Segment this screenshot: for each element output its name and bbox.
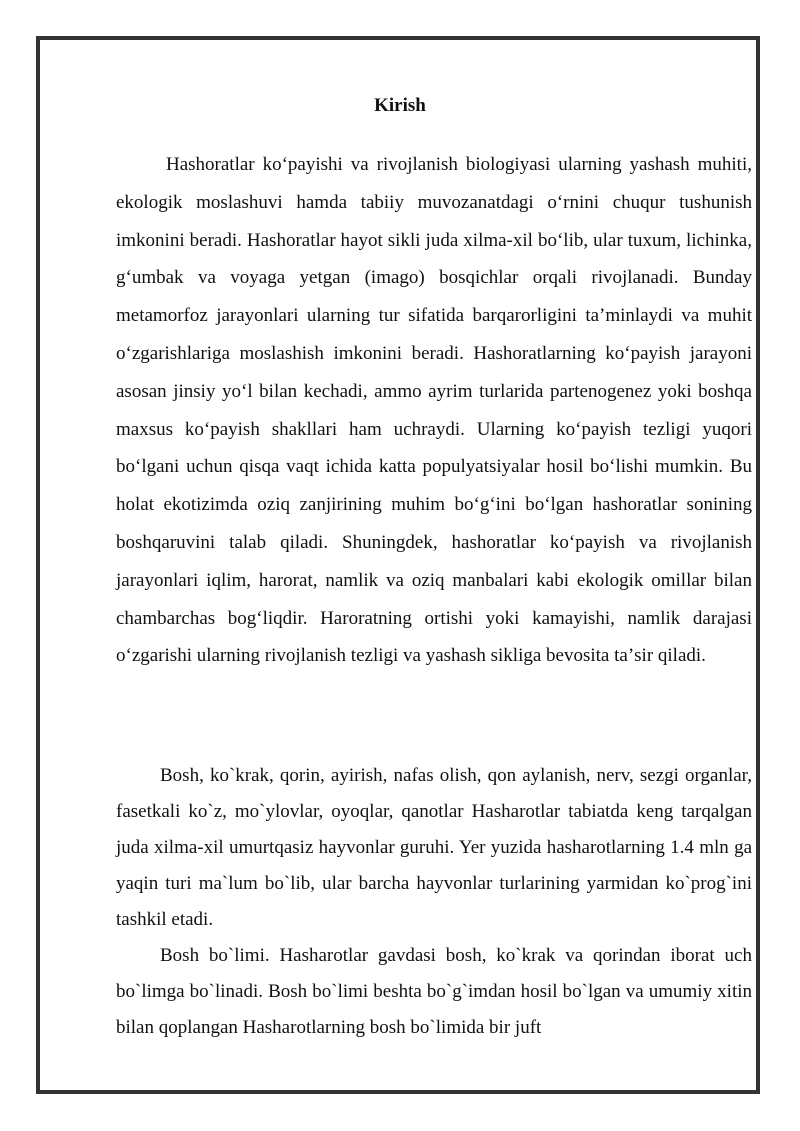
paragraph-overview: Bosh, ko`krak, qorin, ayirish, nafas olish, qon aylanish, nerv, sezgi organlar, fasetkali ko`z, mo`ylovlar, oyoqlar, qanotlar Hasharotlar tabiatda keng tarqalgan juda xilma-xil umurtqasiz hayvonlar guruhi. Yer yuzida hasharotlarning 1.4 mln ga yaqin turi ma`lum bo`lib, ular barcha hayvonlar turlarining yarmidan ko`prog`ini tashkil etadi. xyxy=(116,765,752,930)
paragraph-head-section: Bosh bo`limi. Hasharotlar gavdasi bosh, ko`krak va qorindan iborat uch bo`limga bo`linadi. Bosh bo`limi beshta bo`g`imdan hosil bo`lgan va umumiy xitin bilan qoplangan Hasharotlarning bosh bo`limida bir juft xyxy=(116,945,752,1038)
page-title: Kirish xyxy=(374,95,426,116)
paragraph-introduction: Hashoratlar koʻpayishi va rivojlanish biologiyasi ularning yashash muhiti, ekologik moslashuvi hamda tabiiy muvozanatdagi oʻrnini chuqur tushunish imkonini beradi. Hashoratlar hayot sikli juda xilma-xil boʻlib, ular tuxum, lichinka, gʻumbak va voyaga yetgan (imago) bosqichlar orqali rivojlanadi. Bunday metamorfoz jarayonlari ularning tur sifatida barqarorligini taʼminlaydi va muhit oʻzgarishlariga moslashish imkonini beradi. Hashoratlarning koʻpayish jarayoni asosan jinsiy yoʻl bilan kechadi, ammo ayrim turlarida partenogenez yoki boshqa maxsus koʻpayish shakllari ham uchraydi. Ularning koʻpayish tezligi yuqori boʻlgani uchun qisqa vaqt ichida katta populyatsiyalar hosil boʻlishi mumkin. Bu holat ekotizimda oziq zanjirining muhim boʻgʻini boʻlgan hashoratlar sonining boshqaruvini talab qiladi. Shuningdek, hashoratlar koʻpayish va rivojlanish jarayonlari iqlim, harorat, namlik va oziq manbalari kabi ekologik omillar bilan chambarchas bogʻliqdir. Haroratning ortishi yoki kamayishi, namlik darajasi oʻzgarishi ularning rivojlanish tezligi va yashash sikliga bevosita taʼsir qiladi. xyxy=(116,154,752,667)
